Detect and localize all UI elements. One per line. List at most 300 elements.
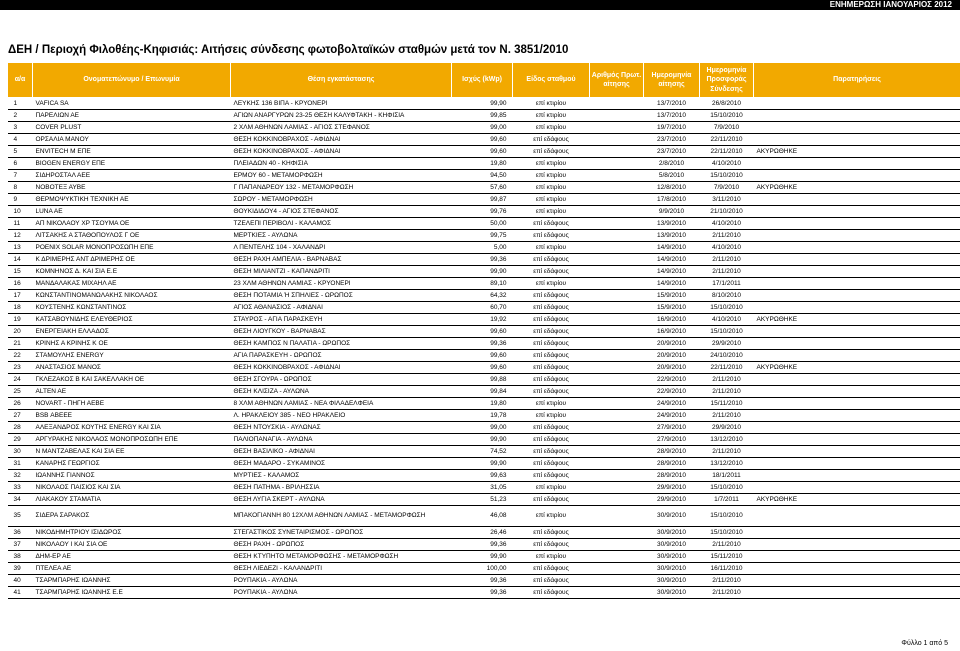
cell-protocol: [590, 242, 644, 254]
cell-type: επί κτιρίου: [535, 279, 567, 287]
cell-remarks: [754, 98, 960, 110]
table-row: [8, 110, 960, 122]
cell-no: 31: [13, 459, 21, 467]
cell-no: 23: [13, 363, 21, 371]
cell-remarks: [754, 326, 960, 338]
table-row: [8, 422, 960, 434]
cell-protocol: [590, 254, 644, 266]
table-row: [8, 350, 960, 362]
cell-type: επί κτιρίου: [535, 99, 567, 107]
cell-name: ΓΚΛΕΖΑΚΟΣ Β ΚΑΙ ΣΑΚΕΛΛΑΚΗ ΟΕ: [35, 375, 145, 383]
cell-location: ΑΓΙΑ ΠΑΡΑΣΚΕΥΗ - ΩΡΩΠΟΣ: [233, 351, 322, 359]
cell-name: ΘΕΡΜΟΨΥΚΤΙΚΗ ΤΕΧΝΙΚΗ ΑΕ: [35, 195, 129, 203]
cell-name: Ν ΜΑΝΤΖΑΒΕΛΑΣ ΚΑΙ ΣΙΑ ΕΕ: [35, 447, 125, 455]
table-row: [8, 551, 960, 563]
table-row: [8, 206, 960, 218]
cell-kw: 99,90: [490, 99, 507, 107]
table-row: [8, 506, 960, 527]
cell-protocol: [590, 482, 644, 494]
cell-no: 11: [13, 219, 21, 227]
cell-app-date: 2/8/2010: [658, 159, 685, 167]
cell-no: 18: [13, 303, 21, 311]
cell-type: επί εδάφους: [533, 351, 569, 359]
cell-kw: 19,80: [490, 159, 507, 167]
table-row: [8, 386, 960, 398]
cell-name: ALTEN AE: [35, 387, 67, 395]
cell-remarks: [754, 410, 960, 422]
cell-offer-date: 15/10/2010: [710, 512, 743, 519]
cell-offer-date: 2/11/2010: [712, 387, 741, 395]
cell-remarks: [754, 575, 960, 587]
cell-no: 29: [13, 435, 21, 443]
applications-table: [7, 62, 960, 599]
cell-no: 41: [13, 588, 21, 596]
cell-location: ΘΕΣΗ ΝΤΟΥΣΚΙΑ - ΑΥΛΩΝΑΣ: [233, 423, 321, 431]
cell-no: 25: [13, 387, 21, 395]
cell-location: ΜΥΡΤΙΕΣ - ΚΑΛΑΜΟΣ: [233, 471, 300, 479]
cell-no: 19: [13, 315, 21, 323]
cell-app-date: 15/9/2010: [657, 291, 686, 299]
cell-offer-date: 2/11/2010: [712, 255, 741, 263]
cell-offer-date: 13/12/2010: [710, 459, 743, 467]
cell-remarks: [754, 254, 960, 266]
cell-no: 24: [13, 375, 21, 383]
cell-type: επί εδάφους: [533, 447, 569, 455]
cell-protocol: [590, 374, 644, 386]
table-row: [8, 458, 960, 470]
table-header-row: [8, 63, 960, 98]
cell-remarks: [754, 482, 960, 494]
cell-kw: 46,08: [490, 512, 507, 519]
cell-remarks: [754, 122, 960, 134]
table-row: [8, 362, 960, 374]
cell-type: επί εδάφους: [533, 267, 569, 275]
cell-type: επί εδάφους: [533, 564, 569, 572]
cell-kw: 99,00: [490, 423, 507, 431]
cell-app-date: 28/9/2010: [657, 471, 686, 479]
cell-location: 2 ΧΛΜ ΑΘΗΝΩΝ ΛΑΜΙΑΣ - ΑΓΙΟΣ ΣΤΕΦΑΝΟΣ: [233, 123, 370, 131]
cell-type: επί εδάφους: [533, 588, 569, 596]
cell-no: 2: [13, 111, 18, 119]
cell-location: ΘΕΣΗ ΛΙΕΔΕΖΙ - ΚΑΛΑΝΔΡΙΤΙ: [233, 564, 323, 572]
cell-name: ΚΑΤΣΑΒΟΥΝΙΔΗΣ ΕΛΕΥΘΕΡΙΟΣ: [35, 315, 133, 323]
cell-protocol: [590, 278, 644, 290]
cell-app-date: 16/9/2010: [657, 327, 686, 335]
cell-no: 17: [13, 291, 21, 299]
cell-location: ΘΕΣΗ ΚΑΜΠΟΣ Ν ΠΑΛΑΤΙΑ - ΩΡΩΠΟΣ: [233, 339, 351, 347]
cell-kw: 99,60: [490, 147, 507, 155]
cell-location: ΘΕΣΗ ΚΟΚΚΙΝΟΒΡΑΧΟΣ - ΑΦΙΔΝΑΙ: [233, 363, 341, 371]
cell-kw: 99,60: [490, 351, 507, 359]
cell-remarks: ΑΚΥΡΩΘΗΚΕ: [756, 147, 798, 155]
cell-app-date: 30/9/2010: [657, 512, 686, 519]
cell-offer-date: 8/10/2010: [712, 291, 741, 299]
cell-name: ΝΙΚΟΛΑΟΣ ΠΑΙΣΙΟΣ ΚΑΙ ΣΙΑ: [35, 483, 121, 491]
cell-remarks: [754, 266, 960, 278]
cell-type: επί κτιρίου: [535, 483, 567, 491]
cell-protocol: [590, 290, 644, 302]
cell-kw: 99,85: [490, 111, 507, 119]
cell-kw: 99,60: [490, 135, 507, 143]
cell-remarks: ΑΚΥΡΩΘΗΚΕ: [756, 363, 798, 371]
cell-protocol: [590, 158, 644, 170]
cell-offer-date: 15/10/2010: [710, 528, 743, 536]
cell-kw: 99,87: [490, 195, 507, 203]
cell-no: 38: [13, 552, 21, 560]
cell-protocol: [590, 98, 644, 110]
cell-offer-date: 4/10/2010: [712, 315, 741, 323]
cell-name: ΑΠ ΝΙΚΟΛΑΟΥ ΧΡ ΤΣΟΥΜΑ ΟΕ: [35, 219, 130, 227]
cell-app-date: 30/9/2010: [657, 576, 686, 584]
table-row: [8, 563, 960, 575]
cell-no: 22: [13, 351, 21, 359]
cell-kw: 99,90: [490, 267, 507, 275]
cell-kw: 99,36: [490, 339, 507, 347]
cell-name: ΚΩΝΣΤΑΝΤΙΝΟΜΑΝΩΛΑΚΗΣ ΝΙΚΟΛΑΟΣ: [35, 291, 158, 299]
cell-app-date: 5/8/2010: [658, 171, 685, 179]
cell-no: 33: [13, 483, 21, 491]
col-header-remarks: Παρατηρήσεις: [754, 63, 960, 98]
cell-remarks: [754, 278, 960, 290]
cell-remarks: [754, 194, 960, 206]
cell-remarks: [754, 506, 960, 527]
cell-protocol: [590, 266, 644, 278]
cell-no: 36: [13, 528, 21, 536]
cell-offer-date: 2/11/2010: [712, 267, 741, 275]
cell-type: επί εδάφους: [533, 327, 569, 335]
table-row: [8, 98, 960, 110]
cell-app-date: 15/9/2010: [657, 303, 686, 311]
cell-kw: 50,00: [490, 219, 507, 227]
table-row: [8, 587, 960, 599]
cell-location: ΘΕΣΗ ΣΓΟΥΡΑ - ΩΡΩΠΟΣ: [233, 375, 312, 383]
cell-no: 4: [13, 135, 18, 143]
cell-type: επί εδάφους: [533, 255, 569, 263]
cell-kw: 99,60: [490, 327, 507, 335]
page-number: Φύλλο 1 από 5: [901, 640, 948, 647]
cell-app-date: 12/8/2010: [657, 183, 686, 191]
cell-name: ΚΟΜΝΗΝΟΣ Δ. ΚΑΙ ΣΙΑ Ε.Ε: [35, 267, 118, 275]
cell-kw: 99,00: [490, 123, 507, 131]
cell-remarks: [754, 551, 960, 563]
cell-remarks: [754, 458, 960, 470]
cell-type: επί εδάφους: [533, 540, 569, 548]
table-row: [8, 146, 960, 158]
cell-remarks: ΑΚΥΡΩΘΗΚΕ: [756, 315, 798, 323]
cell-app-date: 13/9/2010: [657, 231, 686, 239]
cell-kw: 100,00: [486, 564, 507, 572]
cell-remarks: [754, 422, 960, 434]
cell-no: 35: [13, 512, 21, 519]
cell-no: 14: [13, 255, 21, 263]
cell-protocol: [590, 194, 644, 206]
cell-no: 8: [13, 183, 18, 191]
cell-name: ΝΙΚΟΔΗΜΗΤΡΙΟΥ ΙΣΙΔΩΡΟΣ: [35, 528, 122, 536]
cell-app-date: 24/9/2010: [657, 411, 686, 419]
cell-type: επί εδάφους: [533, 435, 569, 443]
cell-app-date: 29/9/2010: [657, 483, 686, 491]
cell-no: 30: [13, 447, 21, 455]
cell-offer-date: 2/11/2010: [712, 576, 741, 584]
cell-type: επί κτιρίου: [535, 183, 567, 191]
cell-kw: 94,50: [490, 171, 507, 179]
table-row: [8, 134, 960, 146]
cell-kw: 74,52: [490, 447, 507, 455]
cell-name: ΚΡΙΝΗΣ Α ΚΡΙΝΗΣ Κ ΟΕ: [35, 339, 108, 347]
cell-protocol: [590, 302, 644, 314]
cell-protocol: [590, 434, 644, 446]
cell-no: 10: [13, 207, 21, 215]
table-row: [8, 278, 960, 290]
cell-location: ΣΩΡΟΥ - ΜΕΤΑΜΟΡΦΩΣΗ: [233, 195, 313, 203]
cell-offer-date: 4/10/2010: [712, 219, 741, 227]
cell-offer-date: 15/10/2010: [710, 303, 743, 311]
cell-location: 23 ΧΛΜ ΑΘΗΝΩΝ ΛΑΜΙΑΣ - ΚΡΥΟΝΕΡΙ: [233, 279, 351, 287]
cell-offer-date: 22/11/2010: [710, 363, 743, 371]
cell-protocol: [590, 350, 644, 362]
table-row: [8, 398, 960, 410]
cell-app-date: 30/9/2010: [657, 564, 686, 572]
table-row: [8, 314, 960, 326]
cell-location: ΣΤΕΓΑΣΤΙΚΟΣ ΣΥΝΕΤΑΙΡΙΣΜΟΣ - ΩΡΩΠΟΣ: [233, 528, 364, 536]
cell-offer-date: 24/10/2010: [710, 351, 743, 359]
cell-remarks: [754, 218, 960, 230]
cell-app-date: 30/9/2010: [657, 588, 686, 596]
cell-kw: 51,23: [490, 495, 507, 503]
cell-offer-date: 22/11/2010: [710, 147, 743, 155]
cell-location: ΘΕΣΗ ΜΙΛΙΑΝΤΖΙ - ΚΑΠΑΝΔΡΙΤΙ: [233, 267, 330, 275]
cell-kw: 99,36: [490, 540, 507, 548]
cell-app-date: 16/9/2010: [657, 315, 686, 323]
cell-location: ΠΛΕΙΑΔΩΝ 40 - ΚΗΦΙΣΙΑ: [233, 159, 308, 167]
cell-name: ΔΗΜ-ΕΡ ΑΕ: [35, 552, 71, 560]
cell-offer-date: 15/10/2010: [710, 483, 743, 491]
cell-kw: 19,92: [490, 315, 507, 323]
cell-remarks: [754, 242, 960, 254]
cell-no: 21: [13, 339, 21, 347]
table-row: [8, 230, 960, 242]
cell-protocol: [590, 527, 644, 539]
cell-offer-date: 22/11/2010: [710, 135, 743, 143]
col-header-location: Θέση εγκατάστασης: [231, 63, 452, 98]
cell-no: 40: [13, 576, 21, 584]
cell-no: 16: [13, 279, 21, 287]
cell-type: επί εδάφους: [533, 339, 569, 347]
cell-type: επί κτιρίου: [535, 123, 567, 131]
cell-kw: 99,84: [490, 387, 507, 395]
cell-kw: 99,90: [490, 459, 507, 467]
cell-type: επί εδάφους: [533, 576, 569, 584]
cell-location: ΜΕΡΤΚΙΕΣ - ΑΥΛΩΝΑ: [233, 231, 298, 239]
cell-protocol: [590, 575, 644, 587]
table-row: [8, 527, 960, 539]
cell-kw: 99,76: [490, 207, 507, 215]
cell-name: ΣΙΔΕΡΑ ΣΑΡΑΚΟΣ: [35, 512, 90, 519]
cell-protocol: [590, 182, 644, 194]
header-bar: [0, 0, 960, 10]
cell-app-date: 13/7/2010: [657, 111, 686, 119]
cell-no: 20: [13, 327, 21, 335]
cell-no: 1: [13, 99, 18, 107]
cell-app-date: 14/9/2010: [657, 255, 686, 263]
cell-type: επί κτιρίου: [535, 411, 567, 419]
cell-name: BSB ΑΒΕΕΕ: [35, 411, 72, 419]
cell-type: επί εδάφους: [533, 231, 569, 239]
cell-no: 7: [13, 171, 18, 179]
cell-offer-date: 2/11/2010: [712, 375, 741, 383]
cell-kw: 99,63: [490, 471, 507, 479]
col-header-app-date: Ημερομηνία αίτησης: [644, 63, 700, 98]
cell-offer-date: 2/11/2010: [712, 231, 741, 239]
cell-type: επί εδάφους: [533, 471, 569, 479]
cell-type: επί κτιρίου: [535, 159, 567, 167]
cell-offer-date: 16/11/2010: [710, 564, 743, 572]
cell-protocol: [590, 206, 644, 218]
cell-no: 32: [13, 471, 21, 479]
cell-type: επί εδάφους: [533, 135, 569, 143]
cell-offer-date: 2/11/2010: [712, 447, 741, 455]
cell-no: 26: [13, 399, 21, 407]
cell-offer-date: 4/10/2010: [712, 159, 741, 167]
cell-type: επί κτιρίου: [535, 195, 567, 203]
cell-remarks: [754, 386, 960, 398]
table-row: [8, 575, 960, 587]
cell-location: ΡΟΥΠΑΚΙΑ - ΑΥΛΩΝΑ: [233, 576, 298, 584]
cell-app-date: 13/9/2010: [657, 219, 686, 227]
col-header-no: α/α: [8, 63, 33, 98]
cell-protocol: [590, 422, 644, 434]
cell-type: επί εδάφους: [533, 219, 569, 227]
cell-location: ΘΕΣΗ ΡΑΧΗ ΑΜΠΕΛΙΑ - ΒΑΡΝΑΒΑΣ: [233, 255, 342, 263]
cell-protocol: [590, 494, 644, 506]
cell-no: 27: [13, 411, 21, 419]
cell-protocol: [590, 446, 644, 458]
cell-protocol: [590, 410, 644, 422]
cell-remarks: [754, 446, 960, 458]
cell-location: ΘΕΣΗ ΒΑΣΙΛΙΚΟ - ΑΦΙΔΝΑΙ: [233, 447, 315, 455]
cell-kw: 99,60: [490, 363, 507, 371]
cell-kw: 99,36: [490, 255, 507, 263]
table-row: [8, 410, 960, 422]
cell-name: ΑΡΓΥΡΑΚΗΣ ΝΙΚΟΛΑΟΣ ΜΟΝΟΠΡΟΣΩΠΗ ΕΠΕ: [35, 435, 178, 443]
cell-app-date: 22/9/2010: [657, 387, 686, 395]
cell-name: ΝΟΒΟΤΕΞ ΑΥΒΕ: [35, 183, 86, 191]
cell-no: 37: [13, 540, 21, 548]
cell-location: ΘΕΣΗ ΠΟΤΑΜΙΑ Ή ΣΠΗΛΙΕΣ - ΩΡΩΠΟΣ: [233, 291, 353, 299]
cell-location: ΠΑΛΙΟΠΑΝΑΓΙΑ - ΑΥΛΩΝΑ: [233, 435, 313, 443]
table-row: [8, 374, 960, 386]
cell-app-date: 22/9/2010: [657, 375, 686, 383]
cell-kw: 99,90: [490, 552, 507, 560]
table-row: [8, 290, 960, 302]
page-title: ΔΕΗ / Περιοχή Φιλοθέης-Κηφισιάς: Αιτήσεις σύνδεσης φωτοβολταϊκών σταθμών μετά τον Ν. 3851/2010: [8, 44, 569, 56]
header-bar-text: ΕΝΗΜΕΡΩΣΗ ΙΑΝΟΥΑΡΙΟΣ 2012: [829, 0, 952, 9]
cell-app-date: 19/7/2010: [657, 123, 686, 131]
cell-location: ΘΕΣΗ ΛΥΓΙΑ ΣΚΕΡΤ - ΑΥΛΩΝΑ: [233, 495, 325, 503]
cell-type: επί εδάφους: [533, 303, 569, 311]
cell-protocol: [590, 326, 644, 338]
table-row: [8, 158, 960, 170]
cell-app-date: 27/9/2010: [657, 435, 686, 443]
cell-name: ΣΤΑΜΟΥΛΗΣ ENERGY: [35, 351, 104, 359]
cell-name: ΤΣΑΡΜΠΑΡΗΣ ΙΩΑΝΝΗΣ: [35, 576, 111, 584]
cell-type: επί εδάφους: [533, 315, 569, 323]
cell-name: BIOGEN ENERGY ΕΠΕ: [35, 159, 106, 167]
cell-name: ΕΝΕΡΓΕΙΑΚΗ ΕΛΛΑΔΟΣ: [35, 327, 109, 335]
table-row: [8, 470, 960, 482]
table-row: [8, 242, 960, 254]
cell-kw: 19,80: [490, 399, 507, 407]
table-row: [8, 170, 960, 182]
cell-offer-date: 18/1/2011: [712, 471, 741, 479]
cell-remarks: ΑΚΥΡΩΘΗΚΕ: [756, 183, 798, 191]
cell-protocol: [590, 506, 644, 527]
col-header-protocol: Αριθμός Πρωτ. αίτησης: [590, 63, 644, 98]
cell-kw: 64,32: [490, 291, 507, 299]
cell-name: ΣΙΔΗΡΟΣΤΑΛ ΑΕΕ: [35, 171, 91, 179]
cell-protocol: [590, 338, 644, 350]
cell-kw: 99,36: [490, 588, 507, 596]
cell-offer-date: 4/10/2010: [712, 243, 741, 251]
cell-location: ΜΠΑΚΟΓΙΑΝΝΗ 80 12ΧΛΜ ΑΘΗΝΩΝ ΛΑΜΙΑΣ - ΜΕΤΑΜΟΡΦΩΣΗ: [233, 512, 426, 519]
cell-offer-date: 15/10/2010: [710, 111, 743, 119]
cell-protocol: [590, 134, 644, 146]
cell-app-date: 23/7/2010: [657, 135, 686, 143]
cell-protocol: [590, 587, 644, 599]
cell-offer-date: 1/7/2011: [714, 495, 739, 503]
cell-kw: 99,90: [490, 435, 507, 443]
cell-type: επί κτιρίου: [535, 243, 567, 251]
table-row: [8, 182, 960, 194]
cell-protocol: [590, 362, 644, 374]
cell-type: επί εδάφους: [533, 459, 569, 467]
cell-app-date: 24/9/2010: [657, 399, 686, 407]
cell-name: ΙΩΑΝΝΗΣ ΓΙΑΝΝΟΣ: [35, 471, 95, 479]
cell-remarks: [754, 158, 960, 170]
cell-type: επί εδάφους: [533, 147, 569, 155]
table-body: [8, 98, 960, 599]
cell-location: ΑΓΙΟΣ ΑΘΑΝΑΣΙΟΣ - ΑΦΙΔΝΑΙ: [233, 303, 323, 311]
cell-name: NOVART - ΠΗΓΗ ΑΕΒΕ: [35, 399, 105, 407]
cell-remarks: [754, 206, 960, 218]
table-row: [8, 539, 960, 551]
cell-offer-date: 2/11/2010: [712, 588, 741, 596]
cell-remarks: [754, 563, 960, 575]
cell-remarks: [754, 350, 960, 362]
cell-app-date: 20/9/2010: [657, 339, 686, 347]
table-row: [8, 482, 960, 494]
cell-type: επί κτιρίου: [535, 512, 567, 519]
cell-app-date: 9/9/2010: [658, 207, 685, 215]
cell-location: ΘΕΣΗ ΚΤΥΠΗΤΟ ΜΕΤΑΜΟΡΦΩΣΗΣ - ΜΕΤΑΜΟΡΦΩΣΗ: [233, 552, 399, 560]
cell-name: ΑΝΑΣΤΑΣΙΟΣ ΜΑΝΟΣ: [35, 363, 101, 371]
cell-kw: 60,70: [490, 303, 507, 311]
cell-protocol: [590, 551, 644, 563]
cell-type: επί εδάφους: [533, 291, 569, 299]
cell-remarks: [754, 338, 960, 350]
cell-offer-date: 2/11/2010: [712, 540, 741, 548]
cell-type: επί εδάφους: [533, 375, 569, 383]
cell-name: POENIX SOLAR ΜΟΝΟΠΡΟΣΩΠΗ ΕΠΕ: [35, 243, 154, 251]
cell-remarks: [754, 374, 960, 386]
cell-kw: 89,10: [490, 279, 507, 287]
cell-location: ΕΡΜΟΥ 60 - ΜΕΤΑΜΟΡΦΩΣΗ: [233, 171, 323, 179]
cell-kw: 99,36: [490, 576, 507, 584]
cell-protocol: [590, 170, 644, 182]
cell-kw: 31,05: [490, 483, 507, 491]
cell-protocol: [590, 314, 644, 326]
cell-remarks: [754, 398, 960, 410]
